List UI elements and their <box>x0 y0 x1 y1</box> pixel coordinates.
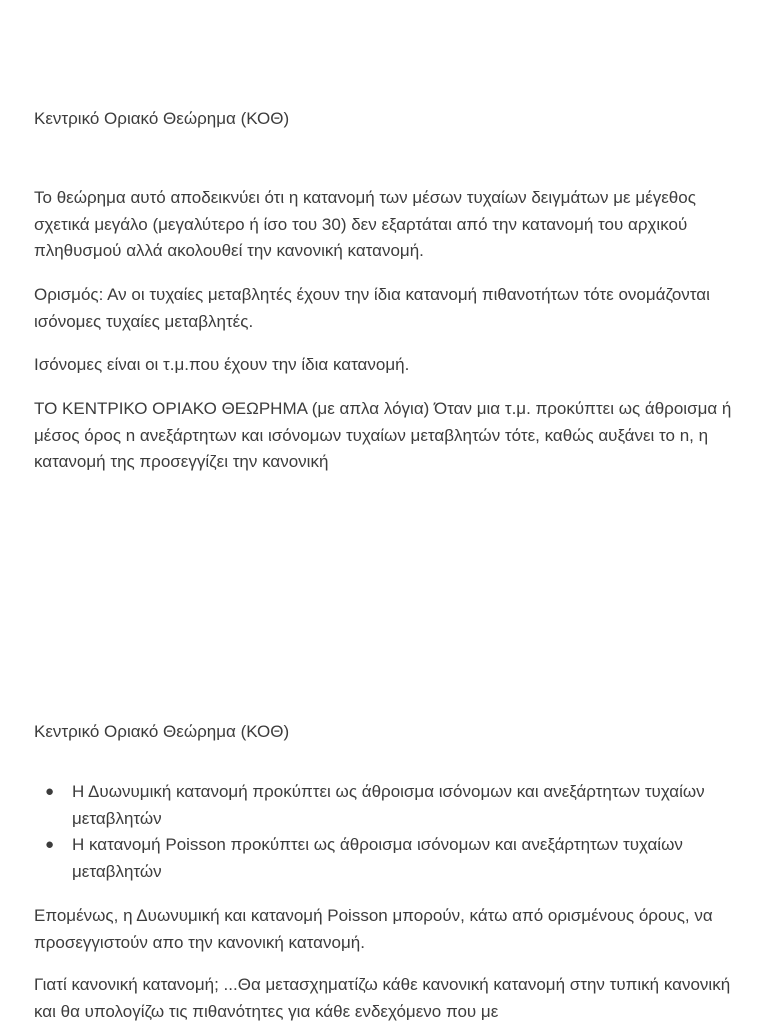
bullet-icon: ● <box>45 783 55 800</box>
section-2-paragraph-2: Γιατί κανονική κατανομή; ...Θα μετασχηματίζω κάθε κανονική κατανομή στην τυπική κανονική και θα υπολογίζω τις πιθανότητες για κάθε ενδεχόμενο που με <box>34 975 731 1021</box>
list-item-text: Η Δυωνυμική κατανομή προκύπτει ως άθροισμα ισόνομων και ανεξάρτητων τυχαίων μεταβλητών <box>72 782 705 828</box>
section-1-paragraph-1: Το θεώρημα αυτό αποδεικνύει ότι η κατανομή των μέσων τυχαίων δειγμάτων με μέγεθος σχετικά μεγάλο (μεγαλύτερο ή ίσο του 30) δεν εξαρτάται από την κατανομή του αρχικού πληθυσμού αλλά ακολουθεί την κανονική κατανομή. <box>34 188 696 260</box>
bullet-list <box>34 779 734 885</box>
section-2-paragraph-1: Επομένως, η Δυωνυμική και κατανομή Poisson μπορούν, κάτω από ορισμένους όρους, να προσεγγιστούν απο την κανονική κατανομή. <box>34 906 713 952</box>
list-item <box>34 832 734 885</box>
section-1-paragraph-2: Ορισμός: Αν οι τυχαίες μεταβλητές έχουν την ίδια κατανομή πιθανοτήτων τότε ονομάζονται ισόνομες τυχαίες μεταβλητές. <box>34 285 710 331</box>
list-item-text: Η κατανομή Poisson προκύπτει ως άθροισμα ισόνομων και ανεξάρτητων τυχαίων μεταβλητών <box>72 835 683 881</box>
list-item <box>34 779 734 832</box>
bullet-icon: ● <box>45 836 55 853</box>
section-1-title: Κεντρικό Οριακό Θεώρημα (ΚΟΘ) <box>34 109 290 128</box>
section-1-paragraph-3: Ισόνομες είναι οι τ.μ.που έχουν την ίδια κατανομή. <box>34 355 410 374</box>
section-2-title: Κεντρικό Οριακό Θεώρημα (ΚΟΘ) <box>34 722 290 741</box>
section-1-paragraph-4: ΤΟ ΚΕΝΤΡΙΚΟ ΟΡΙΑΚΟ ΘΕΩΡΗΜΑ (με απλα λόγια) Όταν μια τ.μ. προκύπτει ως άθροισμα ή μέσος όρος n ανεξάρτητων και ισόνομων τυχαίων μεταβλητών τότε, καθώς αυξάνει το n, η κατανομή της προσεγγίζει την κανονική <box>34 399 732 471</box>
